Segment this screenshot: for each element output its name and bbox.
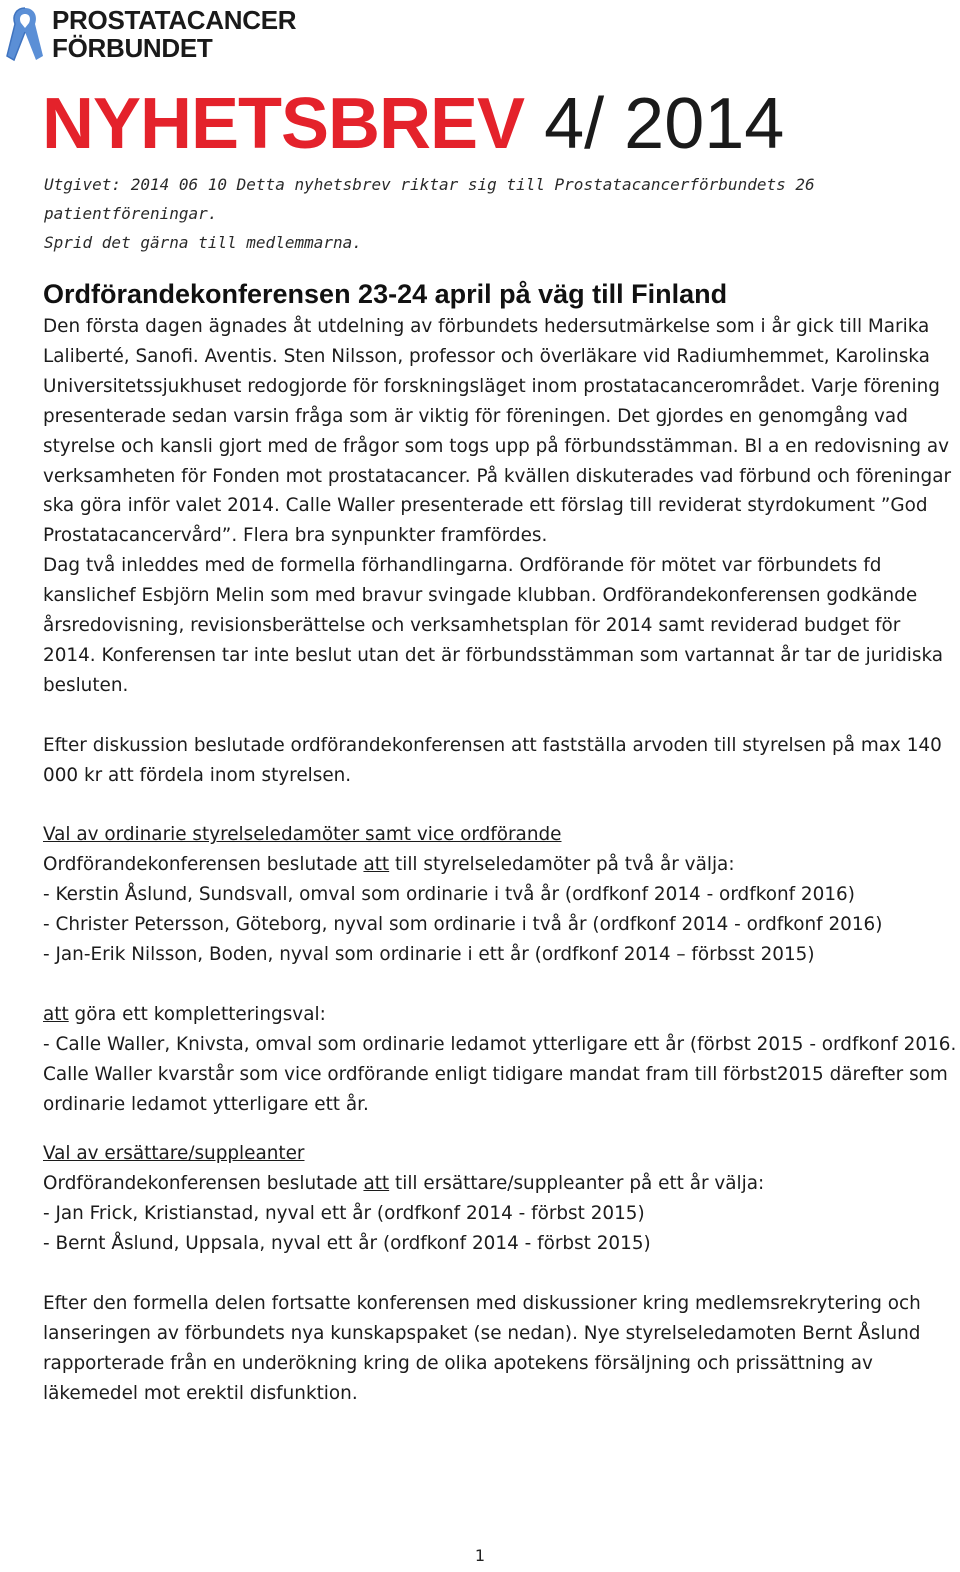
paragraph-second-day: Dag två inleddes med de formella förhandlingarna. Ordförande för mötet var förbundets fd kanslichef Esbjörn Melin som med bravur svingade klubban. Ordförandekonferensen godkände årsredovisning, revisionsberättelse och verksamhetsplan för 2014 samt reviderad budget för 2014. Konferensen tar inte beslut utan det är förbundsstämman som vartannat år tar de juridiska besluten. [43, 555, 944, 696]
deputies-heading: Val av ersättare/suppleanter [43, 1143, 305, 1165]
board-member-item: - Jan-Erik Nilsson, Boden, nyval som ordinarie i ett år (ordfkonf 2014 – förbsst 2015) [43, 944, 815, 965]
supplementary-election-item: - Calle Waller, Knivsta, omval som ordinarie ledamot ytterligare ett år (förbst 2015 - ordfkonf 2016. [43, 1033, 957, 1055]
spacer [43, 1119, 958, 1139]
logo-line2: FÖRBUNDET [52, 33, 213, 63]
spacer [43, 1259, 958, 1289]
publication-note-line1: Utgivet: 2014 06 10 Detta nyhetsbrev riktar sig till Prostatacancerförbundets 26 patientföreningar. [44, 175, 815, 223]
deputies-intro: Ordförandekonferensen beslutade att till ersättare/suppleanter på ett år välja: [43, 1173, 765, 1195]
deputy-item: - Bernt Åslund, Uppsala, nyval ett år (ordfkonf 2014 - förbst 2015) [43, 1233, 651, 1255]
logo-wordmark [52, 6, 296, 62]
masthead-title: NYHETSBREV [42, 84, 525, 164]
masthead-issue: 4/ 2014 [544, 84, 785, 164]
supplementary-election-note: Calle Waller kvarstår som vice ordförande enligt tidigare mandat fram till förbst2015 därefter som ordinarie ledamot ytterligare ett år. [43, 1063, 948, 1115]
logo-line1: PROSTATACANCER [52, 5, 297, 35]
publication-note [44, 170, 944, 257]
paragraph-closing: Efter den formella delen fortsatte konferensen med diskussioner kring medlemsrekrytering och lanseringen av förbundets nya kunskapspaket (se nedan). Nye styrelseledamoten Bernt Åslund rapporterade från en underökning kring de olika apotekens försäljning och prissättning av läkemedel mot erektil disfunktion. [43, 1292, 921, 1404]
spacer [43, 970, 958, 1000]
supplementary-election-intro: att göra ett kompletteringsval: [43, 1003, 326, 1025]
paragraph-fees: Efter diskussion beslutade ordförandekonferensen att fastställa arvoden till styrelsen på max 140 000 kr att fördela inom styrelsen. [43, 734, 942, 786]
publication-note-line2: Sprid det gärna till medlemmarna. [44, 233, 362, 252]
board-member-item: - Christer Petersson, Göteborg, nyval som ordinarie i två år (ordfkonf 2014 - ordfkonf 2016) [43, 914, 883, 936]
article-heading: Ordförandekonferensen 23-24 april på väg till Finland [43, 279, 728, 309]
page-number: 1 [474, 1546, 486, 1565]
spacer [43, 790, 958, 820]
deputy-item: - Jan Frick, Kristianstad, nyval ett år (ordfkonf 2014 - förbst 2015) [43, 1203, 645, 1225]
awareness-ribbon-icon [4, 4, 46, 62]
paragraph-first-day: Den första dagen ägnades åt utdelning av förbundets hedersutmärkelse som i år gick till Marika Laliberté, Sanofi. Aventis. Sten Nilsson, professor och överläkare vid Radiumhemmet, Karolinska Universitetssjukhuset redogjorde för forskningsläget inom prostatacancerområdet. Varje förening presenterade sedan varsin fråga som är viktig för föreningen. Det gjordes en genomgång vad styrelse och kansli gjort med de frågor som togs upp på förbundsstämman. Bl a en redovisning av verksamheten för Fonden mot prostatacancer. På kvällen diskuterades vad förbund och föreningar ska göra inför valet 2014. Calle Waller presenterade ett förslag till reviderat styrdokument ”God Prostatacancervård”. Flera bra synpunkter framfördes. [43, 316, 952, 547]
board-member-item: - Kerstin Åslund, Sundsvall, omval som ordinarie i två år (ordfkonf 2014 - ordfkonf 2016) [43, 884, 855, 906]
board-election-intro: Ordförandekonferensen beslutade att till styrelseledamöter på två år välja: [43, 854, 735, 876]
prostatacancerforbundet-logo [4, 4, 334, 62]
article-body [43, 278, 958, 1409]
board-election-heading: Val av ordinarie styrelseledamöter samt vice ordförande [43, 824, 562, 846]
spacer [43, 701, 958, 731]
newsletter-masthead [42, 82, 784, 166]
